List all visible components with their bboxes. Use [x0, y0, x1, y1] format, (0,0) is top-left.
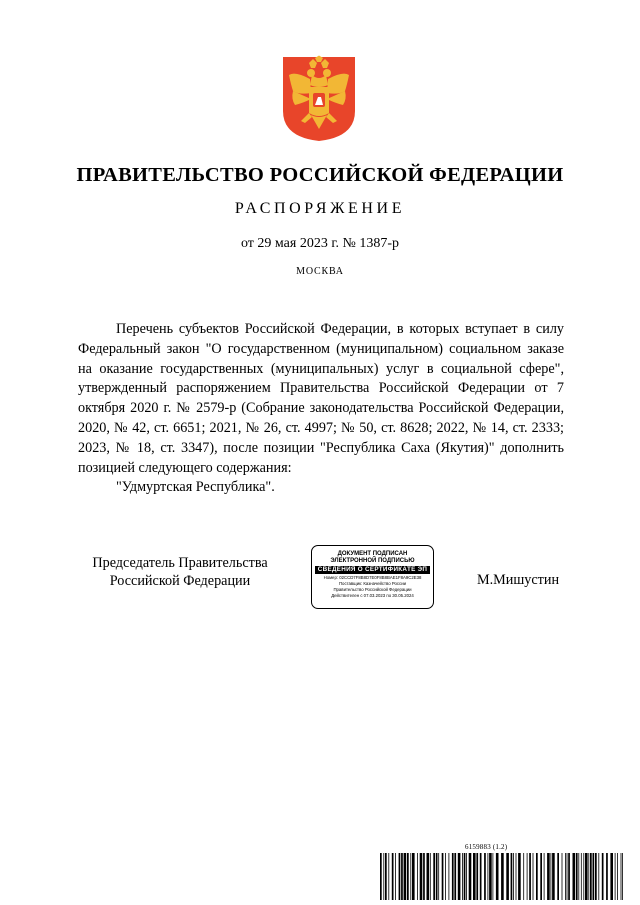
stamp-issuer: Поставщик: Казначейство России — [338, 581, 407, 586]
document-city: МОСКВА — [296, 266, 344, 277]
stamp-owner: Правительство Российской Федерации — [333, 587, 412, 592]
stamp-serial: Номер: 02CCD7F8B8D7E0F8B8BAE1F8A9C2E38 — [323, 575, 422, 580]
document-body — [78, 320, 564, 498]
document-type: РАСПОРЯЖЕНИЕ — [234, 200, 406, 217]
document-date-number: от 29 мая 2023 г. № 1387-р — [240, 236, 400, 251]
main-paragraph: Перечень субъектов Российской Федерации, в которых вступает в силу Федеральный закон "О государственном (муниципальном) социальном заказе на оказание государственных (муниципальных) услуг в социальной сфере", утвержденный распоряжением Правительства Российской Федерации от 7 октября 2020 г. № 2579-р (Собрание законодательства Российской Федерации, 2020, № 42, ст. 6651; 2021, № 26, ст. 4997; № 50, ст. 8628; 2022, № 14, ст. 2333; 2023, № 18, ст. 3347), после позиции "Республика Саха (Якутия)" дополнить позицией следующего содержания: — [78, 321, 564, 476]
coat-of-arms-emblem — [281, 55, 357, 143]
stamp-certificate-header: СВЕДЕНИЯ О СЕРТИФИКАТЕ ЭП — [315, 566, 430, 574]
electronic-signature-stamp — [311, 545, 434, 609]
signatory-position — [80, 554, 280, 590]
barcode-icon — [380, 853, 623, 900]
addition-paragraph: "Удмуртская Республика". — [116, 479, 275, 496]
signatory-position-line2: Российской Федерации — [109, 573, 251, 589]
signatory-position-line1: Председатель Правительства — [92, 555, 268, 571]
barcode-id: 6159883 (1.2) — [465, 843, 508, 851]
stamp-validity: Действителен с 07.03.2023 по 30.05.2024 — [331, 593, 414, 598]
government-title: ПРАВИТЕЛЬСТВО РОССИЙСКОЙ ФЕДЕРАЦИИ — [76, 164, 564, 186]
stamp-line1: ДОКУМЕНТ ПОДПИСАН — [337, 551, 408, 557]
signatory-name: М.Мишустин — [477, 572, 560, 588]
stamp-line2: ЭЛЕКТРОННОЙ ПОДПИСЬЮ — [330, 558, 415, 564]
